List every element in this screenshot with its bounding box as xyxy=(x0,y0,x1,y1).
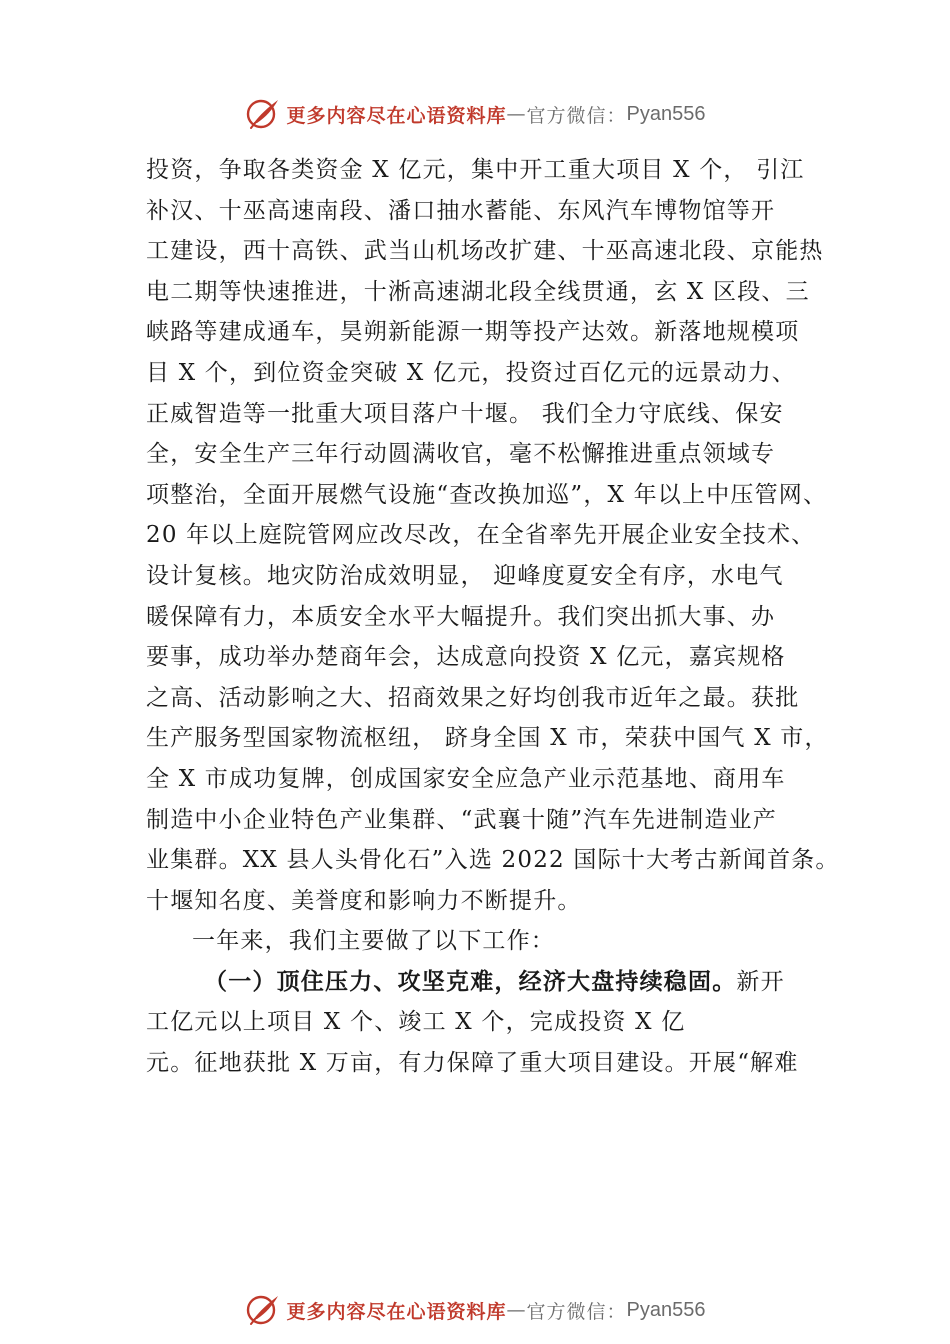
body-line: 要事，成功举办楚商年会，达成意向投资 X 亿元，嘉宾规格 xyxy=(146,644,786,671)
body-line: 电二期等快速推进，十淅高速湖北段全线贯通，玄 X 区段、三 xyxy=(146,278,810,305)
body-line: 补汉、十巫高速南段、潘口抽水蓄能、东风汽车博物馆等开 xyxy=(146,197,776,224)
section-text: 新开 xyxy=(736,968,785,995)
body-line: 生产服务型国家物流枢纽， 跻身全国 X 市，荣获中国气 X 市， xyxy=(146,725,829,752)
body-line: 工建设，西十高铁、武当山机场改扩建、十巫高速北段、京能热 xyxy=(146,238,824,265)
banner-dash: — xyxy=(506,1299,527,1321)
body-line: 20 年以上庭院管网应改尽改，在全省率先开展企业安全技术、 xyxy=(146,522,816,549)
section-line: 元。征地获批 X 万亩，有力保障了重大项目建设。开展“解难 xyxy=(146,1050,799,1077)
banner-dash: — xyxy=(506,103,527,125)
intro-line: 一年来，我们主要做了以下工作： xyxy=(192,928,555,955)
body-line: 业集群。XX 县人头骨化石”入选 2022 国际十大考古新闻首条。 xyxy=(146,847,840,874)
quill-logo-icon xyxy=(245,96,281,132)
banner-wechat-id: Pyan556 xyxy=(626,102,706,125)
banner-red-text: 更多内容尽在心语资料库 xyxy=(286,104,507,127)
quill-logo-icon xyxy=(245,1292,281,1328)
body-line: 制造中小企业特色产业集群、“武襄十随”汽车先进制造业产 xyxy=(146,806,777,833)
body-line: 全 X 市成功复牌，创成国家安全应急产业示范基地、商用车 xyxy=(146,765,786,792)
body-line: 峡路等建成通车，昊朔新能源一期等投产达效。新落地规模项 xyxy=(146,319,800,346)
body-line: 设计复核。地灾防治成效明显， 迎峰度夏安全有序，水电气 xyxy=(146,562,784,589)
document-body xyxy=(146,150,846,1084)
banner-gray-text: 官方微信： xyxy=(526,104,627,127)
section-line: 工亿元以上项目 X 个、竣工 X 个，完成投资 X 亿 xyxy=(146,1009,686,1036)
body-line: 十堰知名度、美誉度和影响力不断提升。 xyxy=(146,887,582,914)
body-line: 全，安全生产三年行动圆满收官，毫不松懈推进重点领域专 xyxy=(146,441,776,468)
body-line: 正威智造等一批重大项目落户十堰。 我们全力守底线、保安 xyxy=(146,400,784,427)
banner-gray-text: 官方微信： xyxy=(526,1300,627,1323)
banner-wechat-id: Pyan556 xyxy=(626,1298,706,1321)
section-heading: （一）顶住压力、攻坚克难，经济大盘持续稳固。 xyxy=(204,967,737,995)
header-banner xyxy=(0,92,950,136)
footer-banner xyxy=(0,1288,950,1332)
body-line: 目 X 个，到位资金突破 X 亿元，投资过百亿元的远景动力、 xyxy=(146,359,796,386)
body-line: 之高、活动影响之大、招商效果之好均创我市近年之最。获批 xyxy=(146,684,800,711)
section-heading-line xyxy=(146,962,846,1003)
body-line: 项整治，全面开展燃气设施“查改换加巡”，X 年以上中压管网、 xyxy=(146,481,828,508)
banner-red-text: 更多内容尽在心语资料库 xyxy=(286,1300,507,1323)
body-line: 暖保障有力，本质安全水平大幅提升。我们突出抓大事、办 xyxy=(146,603,776,630)
body-line: 投资，争取各类资金 X 亿元，集中开工重大项目 X 个， 引江 xyxy=(146,157,805,183)
